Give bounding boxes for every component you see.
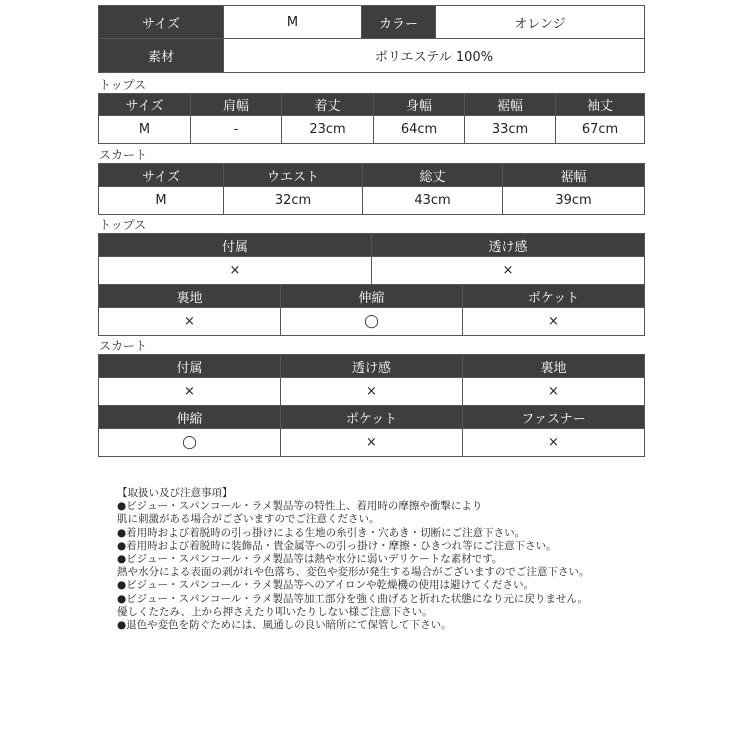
skirt-zipper-value: × — [463, 429, 645, 457]
skirt-waist-value: 32cm — [224, 187, 363, 215]
material-value: ポリエステル 100% — [224, 39, 645, 73]
care-note-line: ●着用時および着脱時に装飾品・貴金属等への引っ掛け・摩擦・ひきつれ等にご注意下さい。 — [117, 539, 557, 552]
skirt-lining-value: × — [463, 378, 645, 406]
tops-features-section-label: トップス — [99, 218, 147, 232]
tops-hem-value: 33cm — [465, 116, 556, 144]
skirt-waist-header: ウエスト — [224, 164, 363, 187]
tops-lining-header: 裏地 — [99, 285, 281, 308]
tops-chest-value: 64cm — [374, 116, 465, 144]
tops-stretch-value: ◯ — [281, 308, 463, 336]
skirt-sheerness-header: 透け感 — [281, 355, 463, 378]
tops-sheerness-header: 透け感 — [372, 234, 645, 257]
skirt-features-table — [98, 354, 645, 457]
care-note-line: ●ビジュー・スパンコール・ラメ製品等は熱や水分に弱いデリケートな素材です。 — [117, 553, 503, 566]
care-note-line: ●ビジュー・スパンコール・ラメ製品等加工部分を強く曲げると折れた状態になり元に戻りません。 — [117, 592, 589, 605]
tops-pocket-header: ポケット — [463, 285, 645, 308]
care-note-line: 肌に刺激がある場合がございますのでご注意ください。 — [117, 513, 380, 526]
tops-chest-header: 身幅 — [374, 94, 465, 116]
tops-features-table-row2 — [98, 284, 645, 336]
care-notes-title: 【取扱い及び注意事項】 — [117, 487, 233, 499]
skirt-hem-value: 39cm — [503, 187, 645, 215]
skirt-size-value: M — [99, 187, 224, 215]
tops-sleeve-header: 袖丈 — [556, 94, 645, 116]
skirt-length-value: 43cm — [363, 187, 503, 215]
skirt-attachment-value: × — [99, 378, 281, 406]
tops-size-table — [98, 93, 645, 144]
skirt-hem-header: 裾幅 — [503, 164, 645, 187]
color-label: カラー — [362, 6, 436, 39]
skirt-length-header: 総丈 — [363, 164, 503, 187]
skirt-pocket-header: ポケット — [281, 406, 463, 429]
tops-shoulder-value: - — [191, 116, 282, 144]
tops-hem-header: 裾幅 — [465, 94, 556, 116]
care-note-line: ●退色や変色を防ぐためには、風通しの良い暗所にて保管して下さい。 — [117, 619, 452, 632]
tops-size-value: M — [99, 116, 191, 144]
tops-features-table-row1 — [98, 233, 645, 285]
size-value: M — [224, 6, 362, 39]
skirt-attachment-header: 付属 — [99, 355, 281, 378]
size-label: サイズ — [99, 6, 224, 39]
tops-lining-value: × — [99, 308, 281, 336]
tops-length-header: 着丈 — [282, 94, 374, 116]
color-value: オレンジ — [436, 6, 645, 39]
care-note-line: 熱や水分による表面の剥がれや色落ち、変色や変形が発生する場合がございますのでご注意下さい。 — [117, 566, 590, 579]
skirt-stretch-value: ◯ — [99, 429, 281, 457]
tops-size-header: サイズ — [99, 94, 191, 116]
skirt-sheerness-value: × — [281, 378, 463, 406]
skirt-size-table — [98, 163, 645, 215]
skirt-size-section-label: スカート — [99, 148, 148, 162]
material-label: 素材 — [99, 39, 224, 73]
tops-sheerness-value: × — [372, 257, 645, 285]
skirt-zipper-header: ファスナー — [463, 406, 645, 429]
tops-length-value: 23cm — [282, 116, 374, 144]
skirt-size-header: サイズ — [99, 164, 224, 187]
tops-pocket-value: × — [463, 308, 645, 336]
care-note-line: ●着用時および着脱時の引っ掛けによる生地の糸引き・穴あき・切断にご注意下さい。 — [117, 526, 526, 539]
tops-attachment-value: × — [99, 257, 372, 285]
skirt-lining-header: 裏地 — [463, 355, 645, 378]
tops-attachment-header: 付属 — [99, 234, 372, 257]
care-note-line: ●ビジュー・スパンコール・ラメ製品等へのアイロンや乾燥機の使用は避けてください。 — [117, 579, 534, 592]
care-note-line: ●ビジュー・スパンコール・ラメ製品等の特性上、着用時の摩擦や衝撃により — [117, 500, 483, 513]
tops-size-section-label: トップス — [99, 78, 147, 92]
tops-stretch-header: 伸縮 — [281, 285, 463, 308]
tops-sleeve-value: 67cm — [556, 116, 645, 144]
care-note-line: 優しくたたみ、上から押さえたり叩いたりしない様ご注意下さい。 — [117, 605, 433, 618]
care-notes — [117, 487, 637, 632]
tops-shoulder-header: 肩幅 — [191, 94, 282, 116]
product-info-table — [98, 5, 645, 73]
skirt-features-section-label: スカート — [99, 339, 148, 353]
skirt-pocket-value: × — [281, 429, 463, 457]
skirt-stretch-header: 伸縮 — [99, 406, 281, 429]
